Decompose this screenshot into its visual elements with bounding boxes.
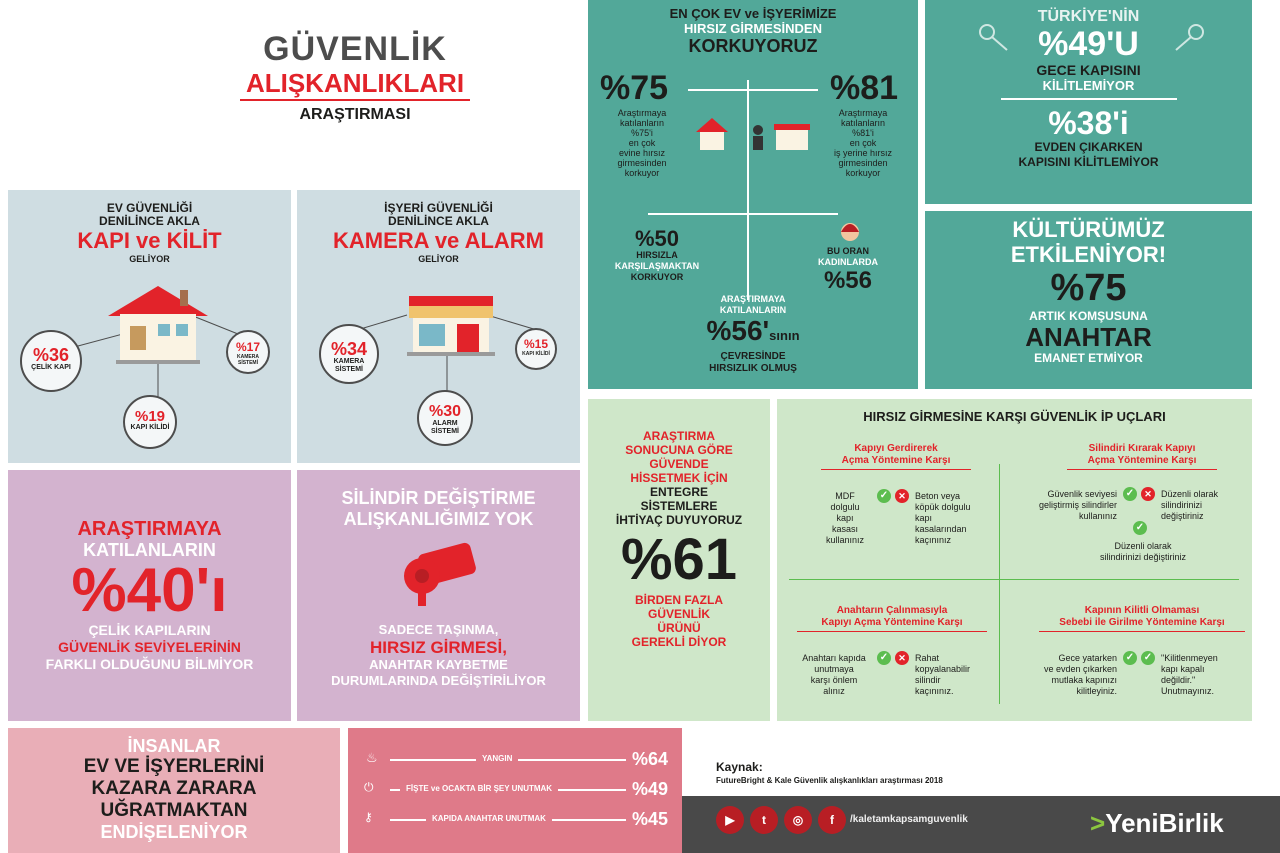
bar-row-key bbox=[356, 810, 676, 830]
shop-icon bbox=[407, 296, 495, 356]
cylinder-line6: DURUMLARINDA DEĞİŞTİRİLİYOR bbox=[331, 673, 546, 688]
fear-head1: EN ÇOK EV ve İŞYERİMİZE bbox=[669, 6, 837, 21]
title-line1: GÜVENLİK bbox=[263, 30, 447, 68]
tip1-dont: Beton veya köpük dolgulu kapı kasalarından kaçınınız bbox=[915, 491, 971, 545]
culture-line4: ANAHTAR bbox=[1025, 322, 1152, 352]
title-divider bbox=[240, 99, 470, 101]
lock-pct1: %49'U bbox=[1038, 25, 1139, 63]
home-headline: KAPI ve KİLİT bbox=[77, 228, 222, 253]
home-line1: EV GÜVENLİĞİ bbox=[106, 201, 193, 215]
work-headline: KAMERA ve ALARM bbox=[332, 228, 545, 253]
fear-bottom: ARAŞTIRMAYA KATILANLARIN %56'sının ÇEVRESİNDE HIRSIZLIK OLMUŞ bbox=[706, 294, 800, 374]
tips-hdivider bbox=[789, 579, 1239, 580]
fear-head2: HIRSIZ GİRMESİNDEN bbox=[684, 21, 822, 36]
fear-panel bbox=[588, 0, 918, 389]
lock-line1: TÜRKİYE'NİN bbox=[1037, 8, 1140, 25]
stat-pct: %36 bbox=[32, 345, 70, 365]
check-icon: ✓ bbox=[1123, 487, 1137, 501]
key-icon: ⚷ bbox=[364, 810, 373, 824]
stat-circle-door-lock bbox=[123, 395, 177, 449]
social-handle[interactable]: /kaletamkapsamguvenlik bbox=[850, 814, 968, 825]
brand-logo[interactable] bbox=[1090, 808, 1224, 838]
accident-line2: EV VE İŞYERLERİNİ bbox=[83, 756, 265, 777]
check-icon: ✓ bbox=[1123, 651, 1137, 665]
lock-cylinder-icon bbox=[392, 542, 482, 608]
cross-icon: ✕ bbox=[1141, 487, 1155, 501]
culture-pct: %75 bbox=[1050, 267, 1127, 309]
tip4-do: Gece yatarken ve evden çıkarken mutlaka kapınızı kilitleyiniz. bbox=[1043, 653, 1117, 696]
integrated-panel: ARAŞTIRMA SONUCUNA GÖRE GÜVENDE HİSSETMEK İÇİN ENTEGRE SİSTEMLERE İHTİYAÇ DUYUYORUZ %61 BİRDEN FAZLA GÜVENLİK ÜRÜNÜ GEREKLİ DİYOR bbox=[588, 399, 770, 721]
lock-pct2: %38'i bbox=[1048, 105, 1129, 141]
fear-women: BU ORAN KADINLARDA %56 bbox=[803, 246, 893, 294]
lock-line2: GECE KAPISINI bbox=[1036, 62, 1141, 78]
tip1-title: Kapıyı Gerdirerek Açma Yöntemine Karşı bbox=[821, 443, 971, 470]
culture-line5: EMANET ETMİYOR bbox=[1034, 351, 1143, 365]
culture-panel bbox=[925, 211, 1252, 389]
source bbox=[716, 760, 1116, 788]
house-icon bbox=[108, 286, 208, 364]
stat-pct: %19 bbox=[134, 408, 166, 425]
fear-right-pct: %81 bbox=[830, 69, 899, 107]
accident-panel bbox=[8, 728, 340, 853]
bar-pct: %49 bbox=[632, 779, 669, 799]
accident-line3: KAZARA ZARARA bbox=[91, 778, 257, 799]
bar-label: YANGIN bbox=[476, 752, 518, 766]
tip4-note: "Kilitlenmeyen kapı kapalı değildir." Unutmayınız. bbox=[1161, 653, 1218, 696]
lock-line4: EVDEN ÇIKARKEN bbox=[1034, 140, 1143, 154]
house-icon bbox=[696, 118, 728, 150]
cylinder-line3: SADECE TAŞINMA, bbox=[378, 622, 499, 637]
work-line2: DENİLİNCE AKLA bbox=[388, 214, 489, 228]
fear-mid: %50 HIRSIZLA KARŞILAŞMAKTAN KORKUYOR bbox=[602, 228, 712, 283]
bar-pct: %45 bbox=[632, 809, 669, 829]
stat-label: KAPI KİLİDİ bbox=[130, 424, 170, 431]
tips-panel bbox=[777, 399, 1252, 721]
accident-line5: ENDİŞELENİYOR bbox=[100, 822, 248, 842]
cylinder-line4: HIRSIZ GİRMESİ, bbox=[370, 638, 507, 657]
lock-panel bbox=[925, 0, 1252, 204]
youtube-icon[interactable]: ▶ bbox=[716, 806, 744, 834]
plug-icon: ⏻ bbox=[364, 780, 374, 794]
integrated-pct: %61 bbox=[620, 527, 738, 592]
bar-row-plug bbox=[356, 780, 676, 800]
stat-label: KAPI KİLİDİ bbox=[522, 351, 550, 357]
accident-line1: İNSANLAR bbox=[127, 736, 221, 756]
title-line3: ARAŞTIRMASI bbox=[299, 106, 411, 123]
fear-women-pct: %56 bbox=[823, 267, 873, 294]
cylinder-line2: ALIŞKANLIĞIMIZ YOK bbox=[343, 509, 534, 529]
work-line4: GELİYOR bbox=[418, 254, 459, 264]
fear-left-text: Araştırmaya katılanların %75'i en çok evine hırsız girmesinden korkuyor bbox=[617, 108, 667, 178]
instagram-icon[interactable]: ◎ bbox=[784, 806, 812, 834]
workplace-security-panel bbox=[297, 190, 580, 463]
steel-pct: %40'ı bbox=[71, 556, 228, 625]
cylinder-line1: SİLİNDİR DEĞİŞTİRME bbox=[341, 488, 536, 508]
bar-row-fire bbox=[356, 750, 676, 770]
thief-icon bbox=[753, 125, 763, 150]
steel-line4: GÜVENLİK SEVİYELERİNİN bbox=[58, 639, 241, 655]
check-icon: ✓ bbox=[877, 489, 891, 503]
bar-label: FİŞTE ve OCAKTA BİR ŞEY UNUTMAK bbox=[400, 782, 558, 796]
facebook-icon[interactable]: f bbox=[818, 806, 846, 834]
stat-circle-alarm bbox=[417, 390, 473, 446]
work-line1: İŞYERİ GÜVENLİĞİ bbox=[384, 201, 493, 215]
tip2-extra: Düzenli olarak silindirinizi değiştiriniz bbox=[1099, 541, 1187, 562]
fear-head3: KORKUYORUZ bbox=[688, 36, 818, 56]
home-security-panel bbox=[8, 190, 291, 463]
fear-right-text: Araştırmaya katılanların %81'i en çok iş yerine hırsız girmesinden korkuyor bbox=[833, 108, 893, 178]
tip2-dont: Düzenli olarak silindirinizi değiştiriniz bbox=[1161, 489, 1219, 521]
tip2-do: Güvenlik seviyesi geliştirmiş silindirler kullanınız bbox=[1038, 489, 1117, 521]
accident-bars-panel bbox=[348, 728, 682, 853]
twitter-icon[interactable]: t bbox=[750, 806, 778, 834]
cylinder-line5: ANAHTAR KAYBETME bbox=[369, 657, 508, 672]
stat-circle-camera-system bbox=[319, 324, 379, 384]
stat-circle-steel-door bbox=[20, 330, 82, 392]
tip4-title: Kapının Kilitli Olmaması Sebebi ile Girilme Yöntemine Karşı bbox=[1039, 605, 1245, 632]
tip3-do: Anahtarı kapıda unutmaya karşı önlem alınız bbox=[802, 653, 866, 696]
tips-title: HIRSIZ GİRMESİNE KARŞI GÜVENLİK İP UÇLARI bbox=[863, 409, 1166, 424]
fear-bottom-pct: %56' bbox=[706, 315, 770, 346]
cross-icon: ✕ bbox=[895, 489, 909, 503]
fear-mid-pct: %50 bbox=[634, 226, 680, 251]
stat-pct: %30 bbox=[428, 403, 462, 420]
source-text: FutureBright & Kale Güvenlik alışkanlıkları araştırması 2018 bbox=[716, 776, 943, 785]
steel-door-panel bbox=[8, 470, 291, 721]
steel-line3: ÇELİK KAPILARIN bbox=[88, 622, 211, 638]
home-line2: DENİLİNCE AKLA bbox=[99, 214, 200, 228]
tip3-dont: Rahat kopyalanabilir silindir kaçınınız. bbox=[915, 653, 971, 696]
tip2-title: Silindiri Kırarak Kapıyı Açma Yöntemine Karşı bbox=[1067, 443, 1217, 470]
lock-line5: KAPISINI KİLİTLEMİYOR bbox=[1018, 155, 1159, 169]
accident-line4: UĞRATMAKTAN bbox=[100, 800, 248, 821]
cross-icon: ✕ bbox=[895, 651, 909, 665]
bar-label: KAPIDA ANAHTAR UNUTMAK bbox=[426, 812, 552, 826]
woman-icon bbox=[841, 223, 859, 241]
tips-vdivider bbox=[999, 464, 1000, 704]
check-icon: ✓ bbox=[877, 651, 891, 665]
main-title bbox=[200, 30, 510, 125]
lock-line3: KİLİTLEMİYOR bbox=[1042, 78, 1135, 93]
stat-pct: %34 bbox=[330, 339, 368, 359]
check-icon: ✓ bbox=[1133, 521, 1147, 535]
steel-line2: KATILANLARIN bbox=[83, 540, 216, 560]
tip1-do: MDF dolgulu kapı kasası kullanınız bbox=[825, 491, 865, 545]
stat-label: ALARM SİSTEMİ bbox=[430, 420, 459, 435]
culture-line2: ETKİLENİYOR! bbox=[1010, 242, 1167, 267]
lock-divider bbox=[1001, 98, 1177, 100]
home-line4: GELİYOR bbox=[129, 254, 170, 264]
stat-pct: %15 bbox=[523, 337, 549, 351]
brand-chevron: > bbox=[1090, 808, 1106, 838]
stat-label: KAMERA SİSTEMİ bbox=[333, 358, 365, 373]
fire-icon: ♨ bbox=[366, 750, 378, 765]
stat-circle-lock bbox=[515, 328, 557, 370]
title-line2: ALIŞKANLIKLARI bbox=[245, 68, 465, 98]
culture-line3: ARTIK KOMŞUSUNA bbox=[1029, 309, 1148, 323]
tip3-title: Anahtarın Çalınmasıyla Kapıyı Açma Yöntemine Karşı bbox=[797, 605, 987, 632]
check-icon: ✓ bbox=[1141, 651, 1155, 665]
stat-pct: %17 bbox=[235, 340, 261, 354]
fear-left-pct: %75 bbox=[600, 69, 669, 107]
cylinder-panel bbox=[297, 470, 580, 721]
steel-line1: ARAŞTIRMAYA bbox=[77, 518, 222, 540]
source-label: Kaynak: bbox=[716, 760, 763, 774]
stat-label: KAMERA SİSTEMİ bbox=[237, 354, 259, 366]
brand-name: YeniBirlik bbox=[1105, 808, 1224, 838]
culture-line1: KÜLTÜRÜMÜZ bbox=[1012, 217, 1165, 242]
stat-circle-camera bbox=[226, 330, 270, 374]
steel-line5: FARKLI OLDUĞUNU BİLMİYOR bbox=[45, 656, 254, 672]
shop-icon bbox=[774, 124, 810, 150]
stat-label: ÇELİK KAPI bbox=[31, 364, 71, 371]
bar-pct: %64 bbox=[632, 749, 669, 769]
